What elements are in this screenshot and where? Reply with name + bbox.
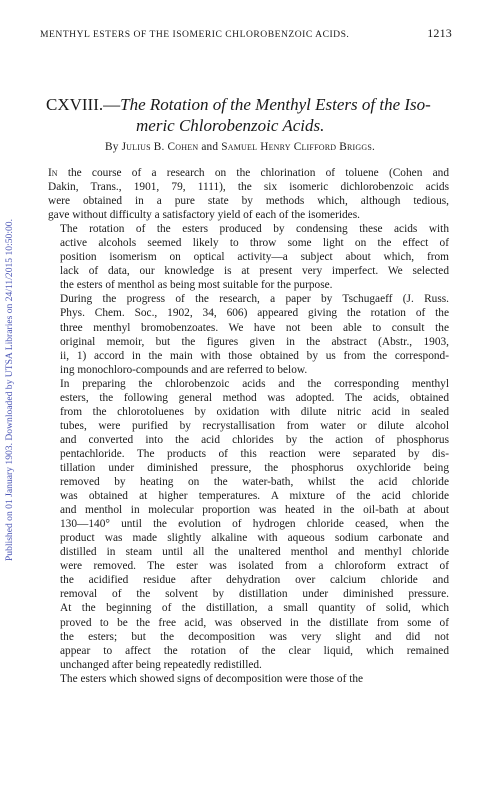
paragraph-line-text: At the beginning of the distillation, a small quantity of solid, which (60, 602, 449, 615)
paragraph-line (48, 278, 449, 292)
paragraph-line-text: was obtained at higher temperatures. A mixture of the acid chloride (60, 490, 449, 503)
paragraph-line-text: active alcohols seemed likely to throw some light on the effect of (60, 237, 449, 250)
paragraph-line (48, 250, 449, 264)
paragraph-line-text: were removed. The ester was isolated from a chloroform extract of (60, 560, 449, 573)
paragraph-line (48, 489, 449, 503)
paragraph-line (48, 377, 449, 391)
paragraph-line (48, 180, 449, 194)
paragraph-line-text: Dakin, Trans., 1901, 79, 1111), the six isomeric dichlorobenzoic acids (48, 181, 449, 194)
paragraph-line-text: removal of the solvent by distillation under diminished pressure. (60, 588, 449, 601)
paragraph-line-text: tubes, were purified by recrystallisation from water or dilute alcohol (60, 419, 449, 432)
paragraph-line (48, 419, 449, 433)
paragraph-line (48, 573, 449, 587)
paragraph (48, 377, 449, 672)
byline-suffix: . (371, 141, 376, 153)
paragraph-line (48, 433, 449, 447)
paragraph (48, 292, 449, 376)
paragraph-line (48, 166, 449, 180)
paragraph-line (48, 559, 449, 573)
paragraph-line-text: ing monochloro-compounds and are referred to below. (60, 363, 308, 376)
paragraph-line-text: from the chlorotoluenes by oxidation with dilute nitric acid in sealed (60, 405, 449, 418)
byline-prefix: By (104, 141, 122, 153)
paragraph-line-text: the course of a research on the chlorination of toluene (Cohen and (57, 167, 449, 179)
paragraph-line (48, 503, 449, 517)
paragraph-line-text: unchanged after being repeatedly redistilled. (60, 658, 262, 671)
article-title-line-2: meric Chlorobenzoic Acids. (136, 116, 325, 135)
page-number: 1213 (427, 26, 452, 40)
paragraph-line-text: tillation under diminished pressure, the phosphorus oxychloride being (60, 461, 449, 474)
author-briggs: Samuel Henry Clifford Briggs (221, 141, 372, 153)
paragraph-line (48, 349, 449, 363)
paragraph-line-text: the acidified residue after dehydration over calcium chloride and (60, 574, 449, 587)
paragraph-line-text: the esters of menthol as being most suitable for the purpose. (60, 279, 333, 292)
paragraph-line-text: gave without difficulty a satisfactory yield of each of the isomerides. (48, 209, 360, 222)
paragraph-line (48, 461, 449, 475)
paragraph-line-text: position isomerism on optical activity—a subject about which, from (60, 251, 449, 264)
paragraph (48, 166, 449, 222)
paragraph-line (48, 517, 449, 531)
download-stamp (2, 90, 16, 690)
paragraph-line-text: In preparing the chlorobenzoic acids and the corresponding menthyl (60, 377, 449, 390)
paragraph-line-text: ii, 1) accord in the main with those obtained by us from the correspond- (60, 349, 449, 362)
paragraph-line-text: original memoir, but the figures given in the abstract (Abstr., 1903, (60, 335, 449, 348)
paragraph-line-text: The esters which showed signs of decomposition were those of the (60, 672, 364, 685)
paragraph-line (48, 630, 449, 644)
paragraph-line (48, 447, 449, 461)
paragraph-line-text: and converted into the acid chlorides by the action of phosphorus (60, 433, 449, 446)
paragraph-line-text: The rotation of the esters produced by condensing these acids with (60, 223, 449, 236)
paragraph-line (48, 208, 449, 222)
paragraph (48, 672, 449, 686)
paragraph-line (48, 531, 449, 545)
paragraph-line (48, 616, 449, 630)
download-stamp-text: Published on 01 January 1903. Downloaded by UTSA Libraries on 24/11/2015 10:50:00. (3, 218, 15, 562)
article-title-line-1: The Rotation of the Menthyl Esters of the Iso- (120, 95, 431, 114)
running-head-title: MENTHYL ESTERS OF THE ISOMERIC CHLOROBENZOIC ACIDS. (40, 29, 350, 40)
paragraph-line (48, 545, 449, 559)
byline-and: and (198, 141, 222, 153)
paragraph-line-text: Phys. Chem. Soc., 1902, 34, 606) appeared giving the rotation of the (60, 307, 449, 320)
paragraph-line-text: and menthol in molecular proportion was heated in the oil-bath at about (60, 504, 449, 517)
paragraph-line (48, 405, 449, 419)
paragraph-line (48, 658, 449, 672)
paragraph-line (48, 672, 449, 686)
author-cohen: Julius B. Cohen (121, 141, 199, 153)
article-number: CXVIII.— (46, 95, 121, 114)
paragraph-line-text: three menthyl bromobenzoates. We have not been able to consult the (60, 321, 449, 334)
paragraph-line-text: During the progress of the research, a paper by Tschugaeff (J. Russ. (60, 293, 449, 306)
paragraph-line-text: pentachloride. The products of this reaction were separated by dis- (60, 447, 449, 460)
paragraph-line (48, 601, 449, 615)
paragraph-line (48, 194, 449, 208)
article-title (46, 94, 450, 136)
paragraph-line-text: distilled in steam until all the unaltered menthol and menthyl chloride (60, 546, 449, 559)
paragraph-line (48, 264, 449, 278)
paragraph-line (48, 306, 449, 320)
paragraph-initial-word: In (48, 167, 58, 179)
paragraph-line (48, 236, 449, 250)
paragraph-line (48, 587, 449, 601)
paragraph-line (48, 391, 449, 405)
paragraph (48, 222, 449, 292)
paragraph-line (48, 321, 449, 335)
paragraph-line (48, 475, 449, 489)
paragraph-line (48, 644, 449, 658)
running-head (40, 26, 452, 41)
byline (0, 141, 480, 153)
paragraph-line-text: appear to affect the rotation of the clear liquid, which remained (60, 644, 449, 657)
paragraph-line-text: were obtained in a pure state by methods which, although tedious, (48, 195, 449, 208)
paragraph-line (48, 363, 449, 377)
paragraph-line-text: proved to be the free acid, was observed in the distillate from some of (60, 616, 449, 629)
paragraph-line (48, 292, 449, 306)
paragraph-line-text: lack of data, our knowledge is at present very imperfect. We selected (60, 265, 449, 278)
paragraph-line (48, 335, 449, 349)
article-body (48, 166, 449, 686)
paragraph-line-text: 130—140° until the evolution of hydrogen chloride ceased, when the (60, 518, 449, 531)
paragraph-line-text: the esters; but the decomposition was very slight and did not (60, 630, 449, 643)
paragraph-line-text: product was made slightly alkaline with aqueous sodium carbonate and (60, 532, 449, 545)
paragraph-line-text: removed by heating on the water-bath, whilst the acid chloride (60, 476, 449, 489)
paragraph-line-text: esters, the following general method was adopted. The acids, obtained (60, 391, 449, 404)
paragraph-line (48, 222, 449, 236)
